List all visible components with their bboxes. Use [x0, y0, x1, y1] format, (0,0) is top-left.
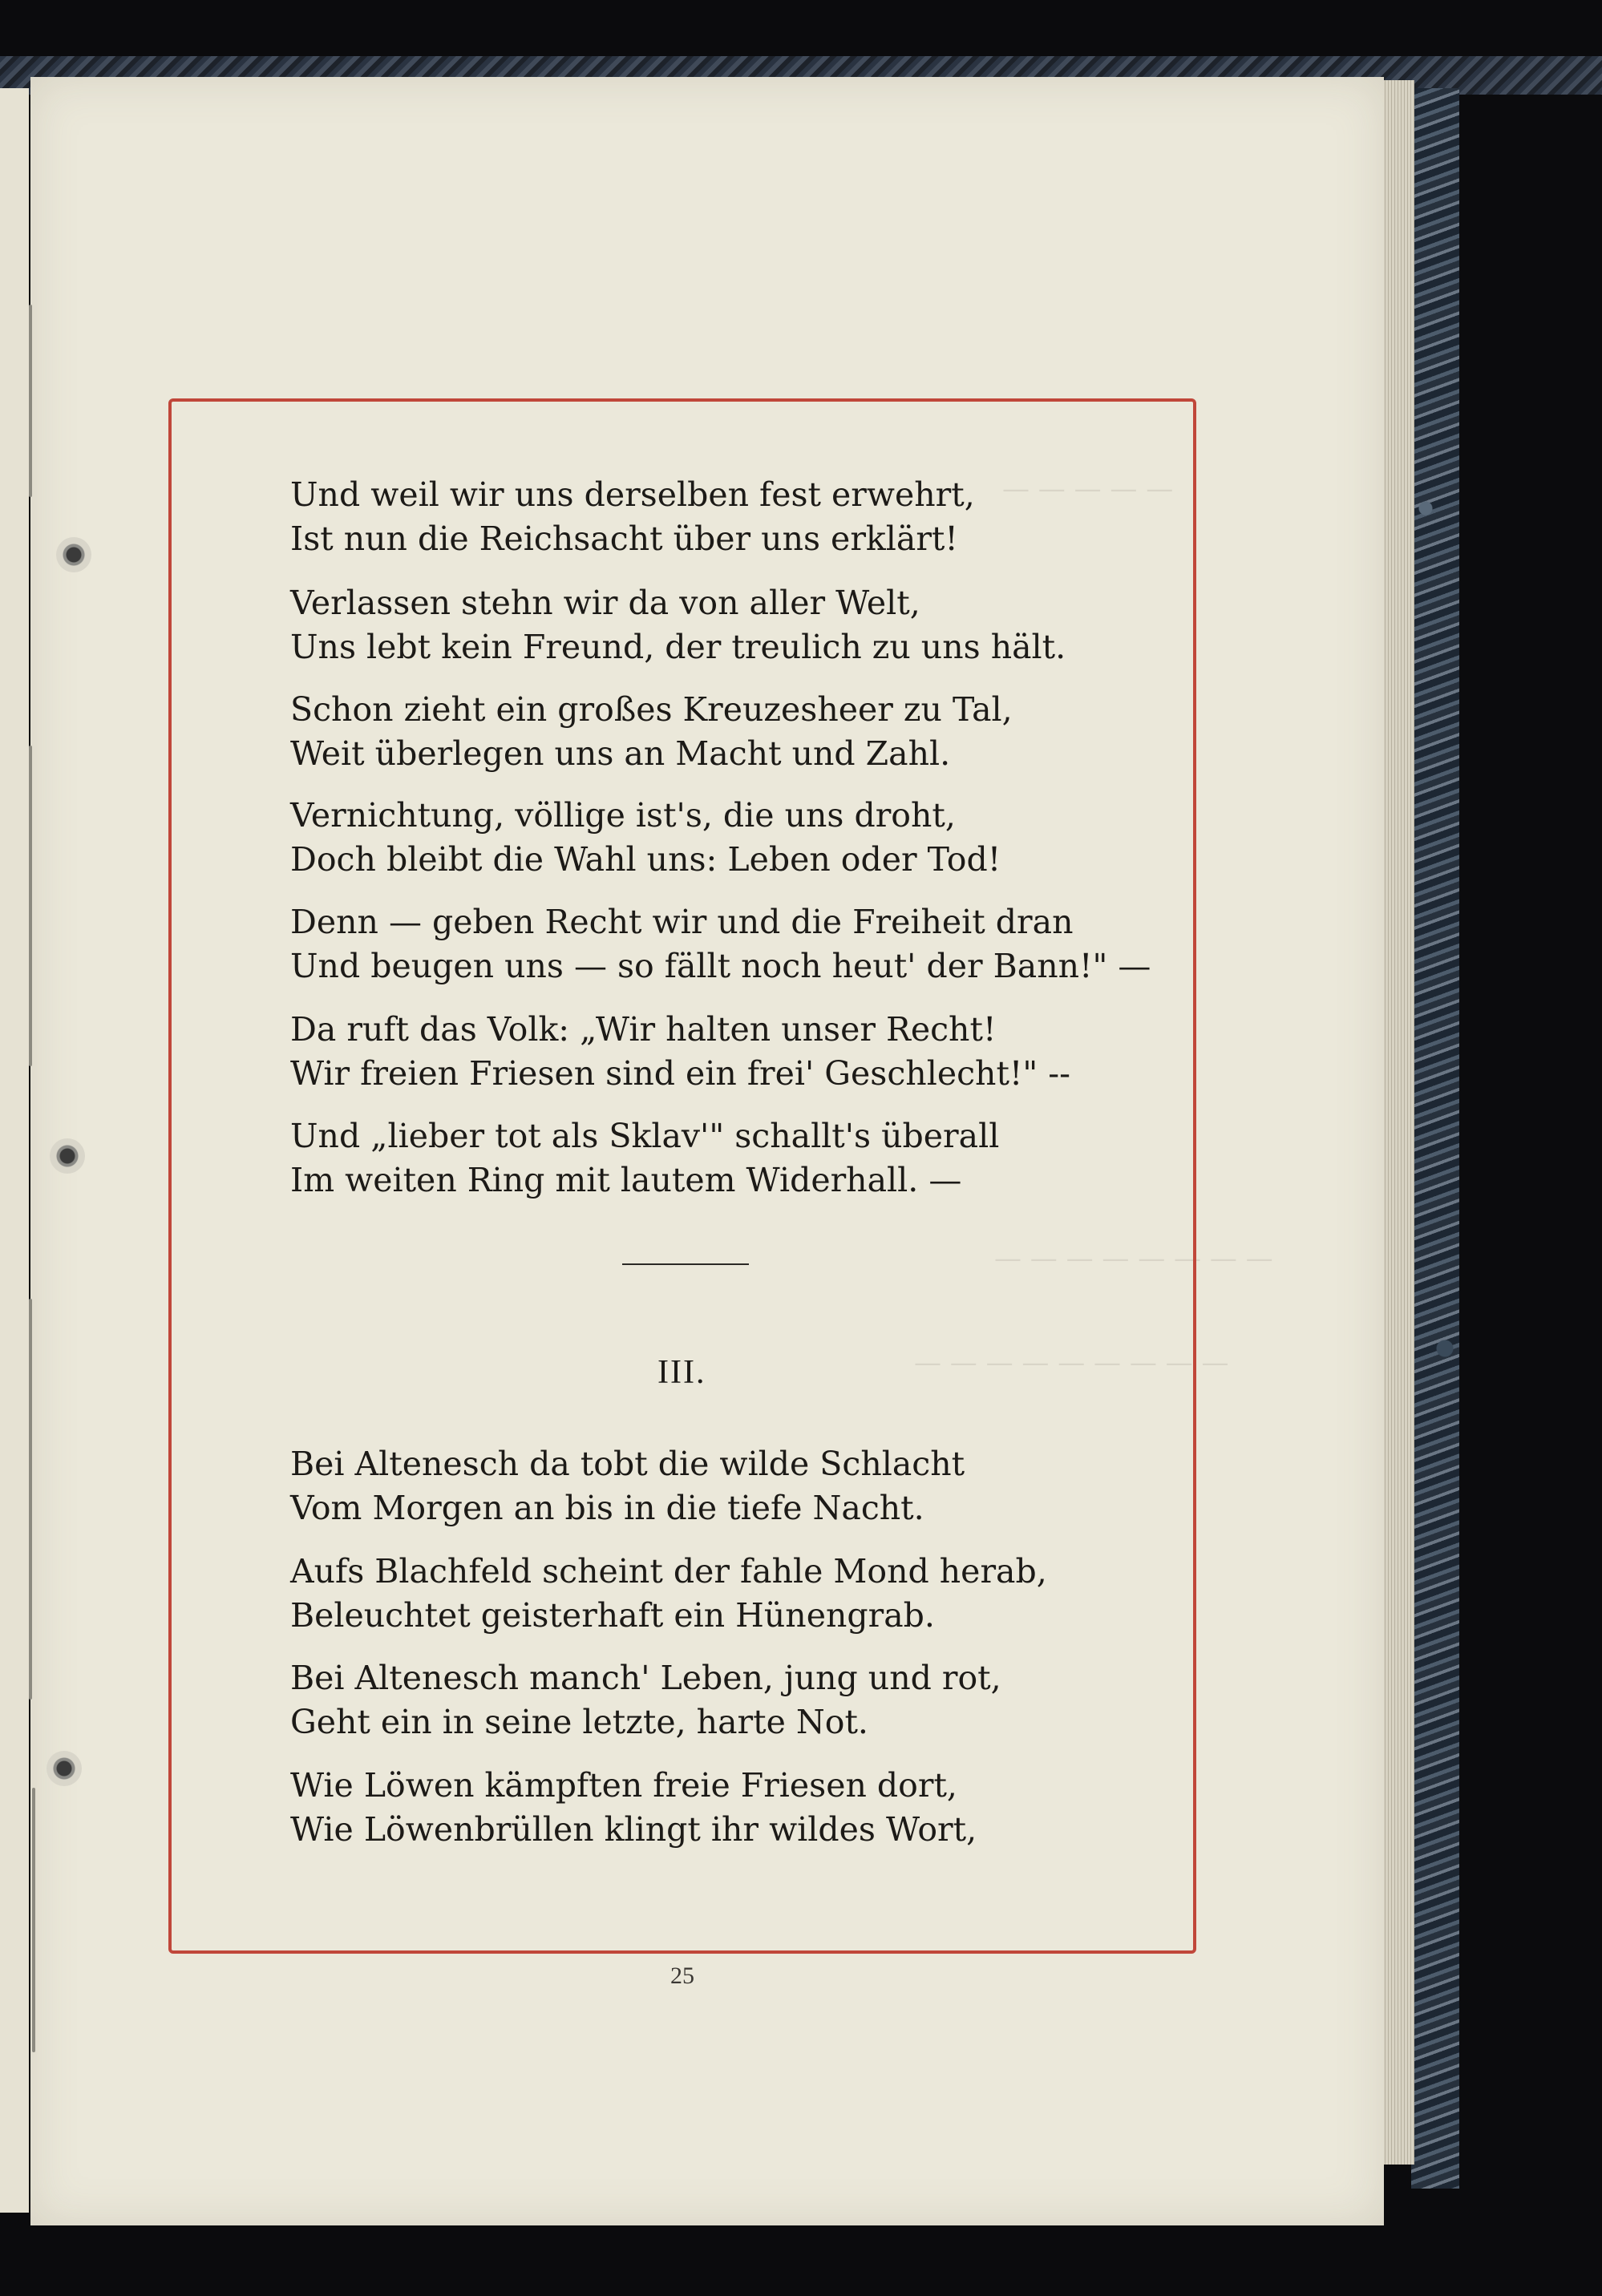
show-through-text: — — — — — — — —: [994, 1243, 1273, 1275]
left-page-edge: [0, 88, 29, 2213]
poem-line: Uns lebt kein Freund, der treulich zu uns hält.: [290, 628, 1066, 666]
poem-line: Bei Altenesch manch' Leben, jung und rot,: [290, 1659, 1001, 1697]
poem-line: Geht ein in seine letzte, harte Not.: [290, 1703, 868, 1741]
poem-line: Vernichtung, völlige ist's, die uns droht,: [290, 796, 956, 835]
poem-line: Vom Morgen an bis in die tiefe Nacht.: [290, 1489, 924, 1527]
page-stack-edges: [1379, 80, 1414, 2165]
poem-line: Beleuchtet geisterhaft ein Hünengrab.: [290, 1596, 935, 1635]
binding-stitch: [29, 305, 32, 497]
marbled-cover-edge: [1411, 88, 1459, 2189]
binding-stitch: [32, 1788, 35, 2052]
poem-line: Verlassen stehn wir da von aller Welt,: [290, 584, 920, 622]
poem-line: Und „lieber tot als Sklav'" schallt's überall: [290, 1117, 1000, 1155]
show-through-text: — — — — —: [1002, 473, 1174, 505]
poem-line: Bei Altenesch da tobt die wilde Schlacht: [290, 1445, 965, 1483]
poem-line: Wie Löwenbrüllen klingt ihr wildes Wort,: [290, 1810, 977, 1849]
section-divider: [622, 1263, 749, 1265]
poem-line: Schon zieht ein großes Kreuzesheer zu Tal,: [290, 690, 1013, 729]
poem-line: Im weiten Ring mit lautem Widerhall. —: [290, 1161, 962, 1199]
binding-stitch: [29, 1299, 32, 1700]
binding-hole: [56, 537, 91, 572]
poem-line: Doch bleibt die Wahl uns: Leben oder Tod!: [290, 840, 1001, 879]
poem-line: Da ruft das Volk: „Wir halten unser Recht!: [290, 1010, 997, 1049]
page-number: 25: [670, 1963, 694, 1989]
section-heading: III.: [657, 1354, 706, 1391]
poem-line: Und beugen uns — so fällt noch heut' der Bann!" —: [290, 947, 1151, 985]
poem-line: Wie Löwen kämpften freie Friesen dort,: [290, 1766, 957, 1805]
poem-line: Wir freien Friesen sind ein frei' Geschlecht!" --: [290, 1054, 1071, 1093]
poem-line: Denn — geben Recht wir und die Freiheit dran: [290, 903, 1074, 941]
poem-line: Ist nun die Reichsacht über uns erklärt!: [290, 519, 958, 558]
poem-line: Aufs Blachfeld scheint der fahle Mond herab,: [290, 1552, 1047, 1591]
poem-line: Weit überlegen uns an Macht und Zahl.: [290, 734, 951, 773]
binding-hole: [47, 1751, 82, 1786]
poem-line: Und weil wir uns derselben fest erwehrt,: [290, 475, 975, 514]
show-through-text: — — — — — — — — —: [914, 1347, 1229, 1379]
binding-stitch: [29, 746, 32, 1066]
binding-hole: [50, 1138, 85, 1174]
